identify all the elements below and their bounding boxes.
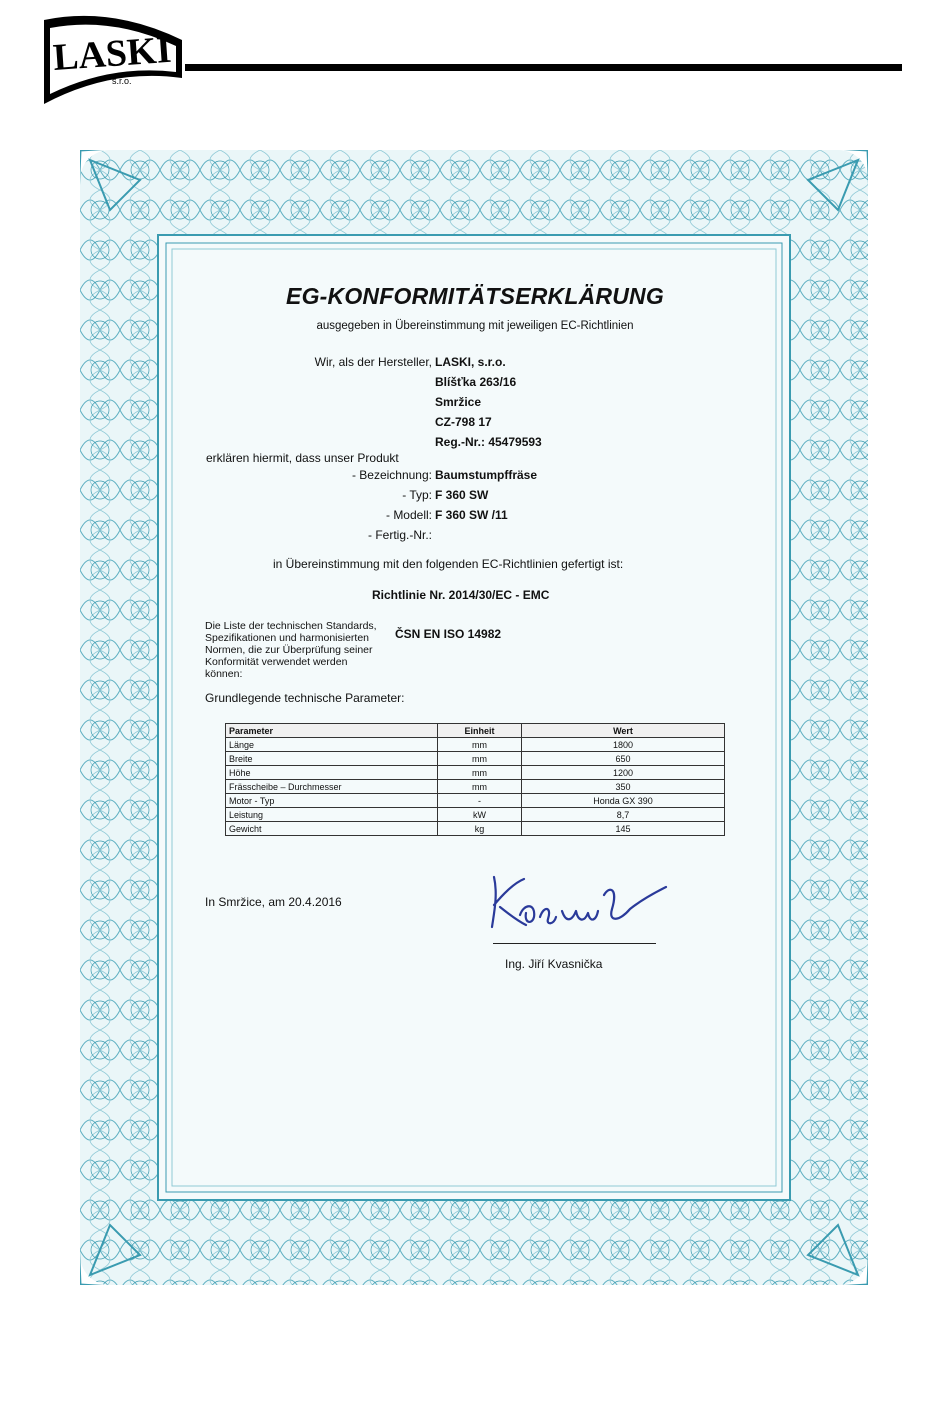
svg-text:LASKI: LASKI: [51, 28, 173, 79]
table-cell: Frässcheibe – Durchmesser: [226, 780, 438, 794]
standard: ČSN EN ISO 14982: [395, 627, 502, 641]
certificate-subtitle: ausgegeben in Übereinstimmung mit jeweiligen EC-Richtlinien: [316, 320, 634, 332]
manufacturer-zip: CZ-798 17: [435, 415, 492, 429]
table-row: [226, 766, 725, 780]
table-header-cell: Wert: [522, 724, 725, 738]
table-cell: mm: [438, 738, 522, 752]
table-cell: 1200: [522, 766, 725, 780]
table-cell: Leistung: [226, 808, 438, 822]
table-header-cell: Einheit: [438, 724, 522, 738]
table-cell: Länge: [226, 738, 438, 752]
table-row: [226, 794, 725, 808]
table-cell: mm: [438, 766, 522, 780]
directive: Richtlinie Nr. 2014/30/EC - EMC: [372, 588, 550, 602]
table-cell: Gewicht: [226, 822, 438, 836]
manufacturer-street: Blíšťka 263/16: [435, 375, 517, 389]
table-header-cell: Parameter: [226, 724, 438, 738]
table-cell: 650: [522, 752, 725, 766]
table-cell: Honda GX 390: [522, 794, 725, 808]
designation-value: Baumstumpffräse: [435, 468, 538, 482]
manufacturer-reg: Reg.-Nr.: 45479593: [435, 435, 542, 449]
table-cell: 8,7: [522, 808, 725, 822]
model-label: - Modell:: [385, 508, 432, 522]
standards-text: Die Liste der technischen Standards, Spezifikationen und harmonisierten Normen, die zur Überprüfung seiner Konformität verwendet werden können:: [205, 620, 377, 680]
designation-label: - Bezeichnung:: [351, 468, 432, 482]
table-cell: 350: [522, 780, 725, 794]
table-row: [226, 752, 725, 766]
certificate-content: [180, 245, 770, 1195]
table-cell: -: [438, 794, 522, 808]
svg-text:s.r.o.: s.r.o.: [112, 76, 132, 86]
model-value: F 360 SW /11: [435, 508, 508, 522]
table-cell: Motor - Typ: [226, 794, 438, 808]
table-row: [226, 738, 725, 752]
table-cell: kg: [438, 822, 522, 836]
signature: [480, 865, 670, 935]
table-cell: Breite: [226, 752, 438, 766]
table-row: [226, 822, 725, 836]
table-cell: Höhe: [226, 766, 438, 780]
serial-label: - Fertig.-Nr.:: [367, 528, 432, 542]
parameters-table: [225, 723, 725, 836]
params-heading: Grundlegende technische Parameter:: [205, 691, 405, 705]
header-rule: [185, 64, 902, 71]
place-date: In Smržice, am 20.4.2016: [205, 895, 342, 909]
declare-text: erklären hiermit, dass unser Produkt: [206, 451, 399, 465]
manufacturer-name: LASKI, s.r.o.: [435, 355, 506, 369]
type-value: F 360 SW: [435, 488, 489, 502]
table-header-row: [226, 724, 725, 738]
table-row: [226, 808, 725, 822]
certificate-title: EG-KONFORMITÄTSERKLÄRUNG: [286, 283, 664, 309]
manufacturer-city: Smržice: [435, 395, 482, 409]
type-label: - Typ:: [402, 488, 432, 502]
manufacturer-label: Wir, als der Hersteller,: [314, 355, 432, 369]
table-cell: kW: [438, 808, 522, 822]
conformity-text: in Übereinstimmung mit den folgenden EC-Richtlinien gefertigt ist:: [273, 557, 624, 571]
laski-logo: [42, 8, 187, 106]
signatory-name: Ing. Jiří Kvasnička: [505, 957, 603, 971]
table-cell: 1800: [522, 738, 725, 752]
table-cell: mm: [438, 752, 522, 766]
signature-line: [493, 943, 656, 944]
table-cell: 145: [522, 822, 725, 836]
table-cell: mm: [438, 780, 522, 794]
table-row: [226, 780, 725, 794]
